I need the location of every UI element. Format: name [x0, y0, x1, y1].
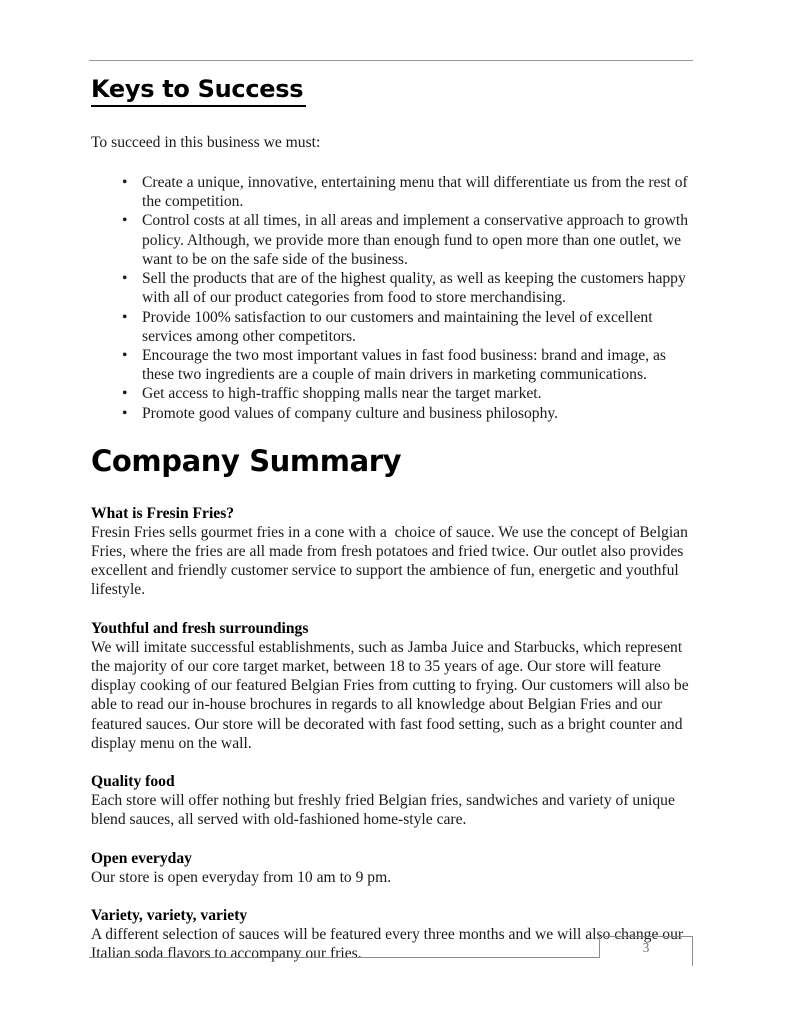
subsection-body-what-is-fresin-fries: Fresin Fries sells gourmet fries in a cone with a choice of sauce. We use the concept of Belgian Fries, where the fries are all made from fresh potatoes and fried twice. Our outlet also provides excellent and friendly customer service to support the ambience of fun, energetic and youthful lifestyle.	[91, 523, 692, 599]
bullet-icon: •	[122, 404, 128, 422]
spacer	[91, 753, 697, 772]
subsection-body-variety: A different selection of sauces will be featured every three months and we will also change our Italian soda flavors to accompany our fries.	[91, 926, 687, 963]
list-item-text: Get access to high-traffic shopping malls near the target market.	[142, 385, 542, 403]
list-item	[91, 173, 697, 211]
list-item	[91, 346, 697, 384]
list-item-text: Control costs at all times, in all areas and implement a conservative approach to growth policy. Although, we provide more than enough fund to open more than one outlet, we want to be on the safe side of the business.	[142, 212, 689, 268]
subsection-heading-what-is-fresin-fries: What is Fresin Fries?	[91, 504, 235, 522]
keys-to-success-list	[91, 173, 697, 423]
list-item	[91, 211, 697, 269]
page-number: 3	[642, 939, 650, 955]
spacer	[91, 478, 697, 504]
list-item-text: Encourage the two most important values in fast food business: brand and image, as these two ingredients are a couple of main drivers in marketing communications.	[142, 346, 667, 384]
list-item-text: Sell the products that are of the highest quality, as well as keeping the customers happy with all of our product categories from food to store merchandising.	[142, 270, 686, 307]
subsection-heading-variety: Variety, variety, variety	[91, 907, 248, 925]
list-item	[91, 384, 697, 403]
subsection-body-quality-food: Each store will offer nothing but freshly fried Belgian fries, sandwiches and variety of unique blend sauces, all served with old-fashioned home-style care.	[91, 792, 679, 829]
spacer	[91, 107, 697, 133]
list-item	[91, 308, 697, 346]
list-item	[91, 404, 697, 423]
section-heading-company-summary: Company Summary	[91, 443, 402, 478]
bullet-icon: •	[122, 174, 128, 192]
subsection-heading-youthful-and-fresh-surroundings: Youthful and fresh surroundings	[91, 619, 309, 637]
list-item-text: Promote good values of company culture and business philosophy.	[142, 404, 559, 422]
header-rule	[89, 60, 693, 61]
spacer	[91, 600, 697, 619]
subsection-body-youthful-and-fresh-surroundings: We will imitate successful establishments, such as Jamba Juice and Starbucks, which represent the majority of our core target market, between 18 to 35 years of age. Our store will feature display cooking of our featured Belgian Fries from cutting to frying. Our customers will also be able to read our in-house brochures in regards to all knowledge about Belgian Fries and our featured sauces. Our store will be decorated with fast food setting, such as a bright counter and display menu on the wall.	[91, 638, 693, 752]
bullet-icon: •	[122, 212, 128, 230]
bullet-icon: •	[122, 270, 128, 288]
subsection-body-open-everyday: Our store is open everyday from 10 am to 9 pm.	[91, 868, 392, 886]
section-heading-keys-to-success	[91, 76, 697, 107]
list-item	[91, 269, 697, 307]
subsection-heading-open-everyday: Open everyday	[91, 849, 192, 867]
intro-paragraph: To succeed in this business we must:	[91, 133, 321, 151]
bullet-icon: •	[122, 385, 128, 403]
bullet-icon: •	[122, 346, 128, 364]
list-item-text: Create a unique, innovative, entertaining menu that will differentiate us from the rest of the competition.	[142, 174, 688, 211]
list-item-text: Provide 100% satisfaction to our customers and maintaining the level of excellent services among other competitors.	[142, 308, 653, 345]
spacer	[91, 830, 697, 849]
subsection-heading-quality-food: Quality food	[91, 773, 175, 791]
bullet-icon: •	[122, 308, 128, 326]
section-heading-text: Keys to Success	[91, 76, 306, 107]
document-content	[91, 76, 697, 964]
spacer	[91, 152, 697, 173]
spacer	[91, 887, 697, 906]
spacer	[91, 423, 697, 446]
